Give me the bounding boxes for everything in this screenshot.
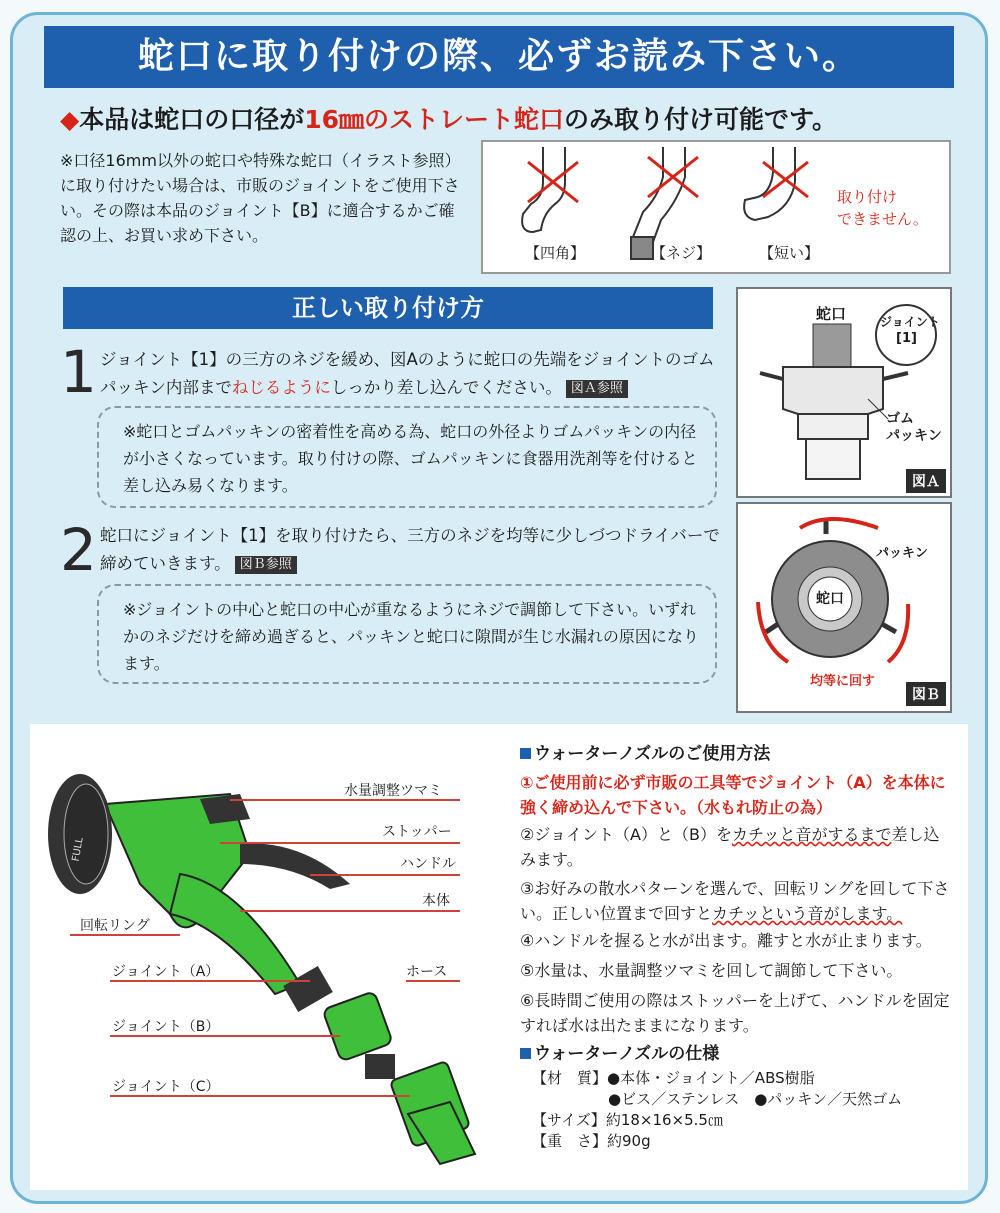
faucet-label-square: 【四角】	[525, 244, 586, 262]
faucet-label-threaded: 【ネジ】	[651, 244, 712, 262]
usage-item-2: ②ジョイント（A）と（B）をカチッと音がするまで差し込みます。	[520, 825, 940, 869]
fig-b-packing-label: パッキン	[876, 546, 928, 561]
diameter-emphasis: 16㎜のストレート蛇口	[304, 105, 565, 134]
step-1-note: ※蛇口とゴムパッキンの密着性を高める為、蛇口の外径よりゴムパッキンの内径が小さくなっています。取り付けの際、ゴムパッキンに食器用洗剤等を付けると差し込み易くなります。	[97, 406, 717, 508]
step-2-note: ※ジョイントの中心と蛇口の中心が重なるようにネジで調節して下さい。いずれかのネジだけを締め過ぎると、パッキンと蛇口に隙間が生じ水漏れの原因になります。	[97, 584, 717, 684]
fig-a-packing-label: ゴム パッキン	[886, 411, 942, 444]
diameter-headline: ◆本品は蛇口の口径が16㎜のストレート蛇口のみ取り付け可能です。	[60, 105, 838, 134]
nozzle-panel	[30, 724, 968, 1190]
ring-label: 回転リング	[80, 918, 150, 934]
fig-a-joint-num: [1]	[896, 331, 917, 346]
fig-b-faucet-label: 蛇口	[816, 591, 844, 607]
short-faucet-icon	[744, 147, 795, 220]
spec-material: 【材 質】●本体・ジョイント／ABS樹脂	[532, 1069, 815, 1087]
figure-a	[736, 287, 952, 498]
fig-b-even-label: 均等に回す	[810, 674, 876, 689]
square-bullet-icon	[520, 1048, 531, 1059]
usage-title: ウォーターノズルのご使用方法	[520, 742, 770, 767]
full-marking: FULL	[70, 836, 86, 863]
square-bullet-icon	[520, 748, 531, 759]
joint-a-label: ジョイント（A）	[112, 964, 220, 980]
joint-c-leader-line	[110, 1095, 410, 1097]
faucet-label-short: 【短い】	[759, 244, 820, 262]
fig-a-ref-tag: 図Ａ参照	[566, 380, 628, 398]
cannot-attach-text: 取り付け できません。	[837, 188, 928, 228]
stopper-label: ストッパー	[382, 824, 452, 840]
dial-label: 水量調整ツマミ	[344, 783, 442, 799]
usage-item-1: ①ご使用前に必ず市販の工具等でジョイント（A）を本体に強く締め込んで下さい。（水もれ防止の為）	[520, 773, 946, 817]
incompatible-note: ※口径16mm以外の蛇口や特殊な蛇口（イラスト参照）に取り付けたい場合は、市販のジョイントをご使用下さい。その際は本品のジョイント【B】に適合するかご確認の上、お買い求め下さい。	[60, 151, 461, 245]
warning-banner: 蛇口に取り付けの際、必ずお読み下さい。	[44, 26, 954, 88]
spec-material-2: ●ビス／ステンレス ●パッキン／天然ゴム	[608, 1090, 903, 1108]
fig-a-faucet-label: 蛇口	[816, 305, 847, 323]
usage-item-6: ⑥長時間ご使用の際はストッパーを上げて、ハンドルを固定すれば水は出たままになります。	[520, 991, 950, 1035]
incompatible-faucets-figure	[481, 140, 951, 274]
fig-b-tag: 図Ｂ	[906, 682, 946, 706]
joint-b-label: ジョイント（B）	[112, 1019, 220, 1035]
joint-c-label: ジョイント（C）	[112, 1079, 220, 1095]
step-1-emphasis: ねじるように	[231, 378, 331, 397]
body-leader-line	[240, 910, 460, 912]
figure-b	[736, 502, 952, 713]
stopper-leader-line	[220, 842, 460, 844]
step-1-number: 1	[60, 338, 97, 406]
usage-item-4: ④ハンドルを握ると水が出ます。離すと水が止まります。	[520, 931, 932, 950]
ring-leader-line	[70, 934, 180, 936]
step-2-text: 蛇口にジョイント【1】を取り付けたら、三方のネジを均等に少しづつドライバーで締めていきます。 図Ｂ参照	[100, 526, 720, 573]
joint-a-leader-line	[110, 980, 310, 982]
hose-leader-line	[406, 980, 460, 982]
section-title: 正しい取り付け方	[63, 287, 713, 329]
spec-title: ウォーターノズルの仕様	[520, 1042, 719, 1067]
fig-a-tag: 図Ａ	[906, 469, 946, 493]
step-1-text: ジョイント【1】の三方のネジを緩め、図Aのように蛇口の先端をジョイントのゴムパッキン内部までねじるようにしっかり差し込んでください。 図Ａ参照	[100, 350, 715, 397]
fig-b-ref-tag: 図Ｂ参照	[235, 556, 297, 574]
spec-size: 【サイズ】約18×16×5.5㎝	[532, 1111, 723, 1129]
body-label: 本体	[422, 893, 450, 909]
dial-leader-line	[230, 799, 460, 801]
handle-label: ハンドル	[400, 856, 456, 872]
step-2-number: 2	[60, 516, 97, 584]
usage-item-3: ③お好みの散水パターンを選んで、回転リングを回して下さい。正しい位置まで回すとカチッという音がします。	[520, 879, 950, 923]
handle-leader-line	[310, 874, 460, 876]
spec-weight: 【重 さ】約90g	[532, 1132, 651, 1150]
joint-b-leader-line	[110, 1035, 340, 1037]
fig-a-joint-label: ジョイント	[880, 315, 940, 329]
hose-label: ホース	[406, 964, 448, 980]
diamond-icon: ◆	[60, 105, 80, 134]
usage-item-5: ⑤水量は、水量調整ツマミを回して調節して下さい。	[520, 961, 903, 980]
